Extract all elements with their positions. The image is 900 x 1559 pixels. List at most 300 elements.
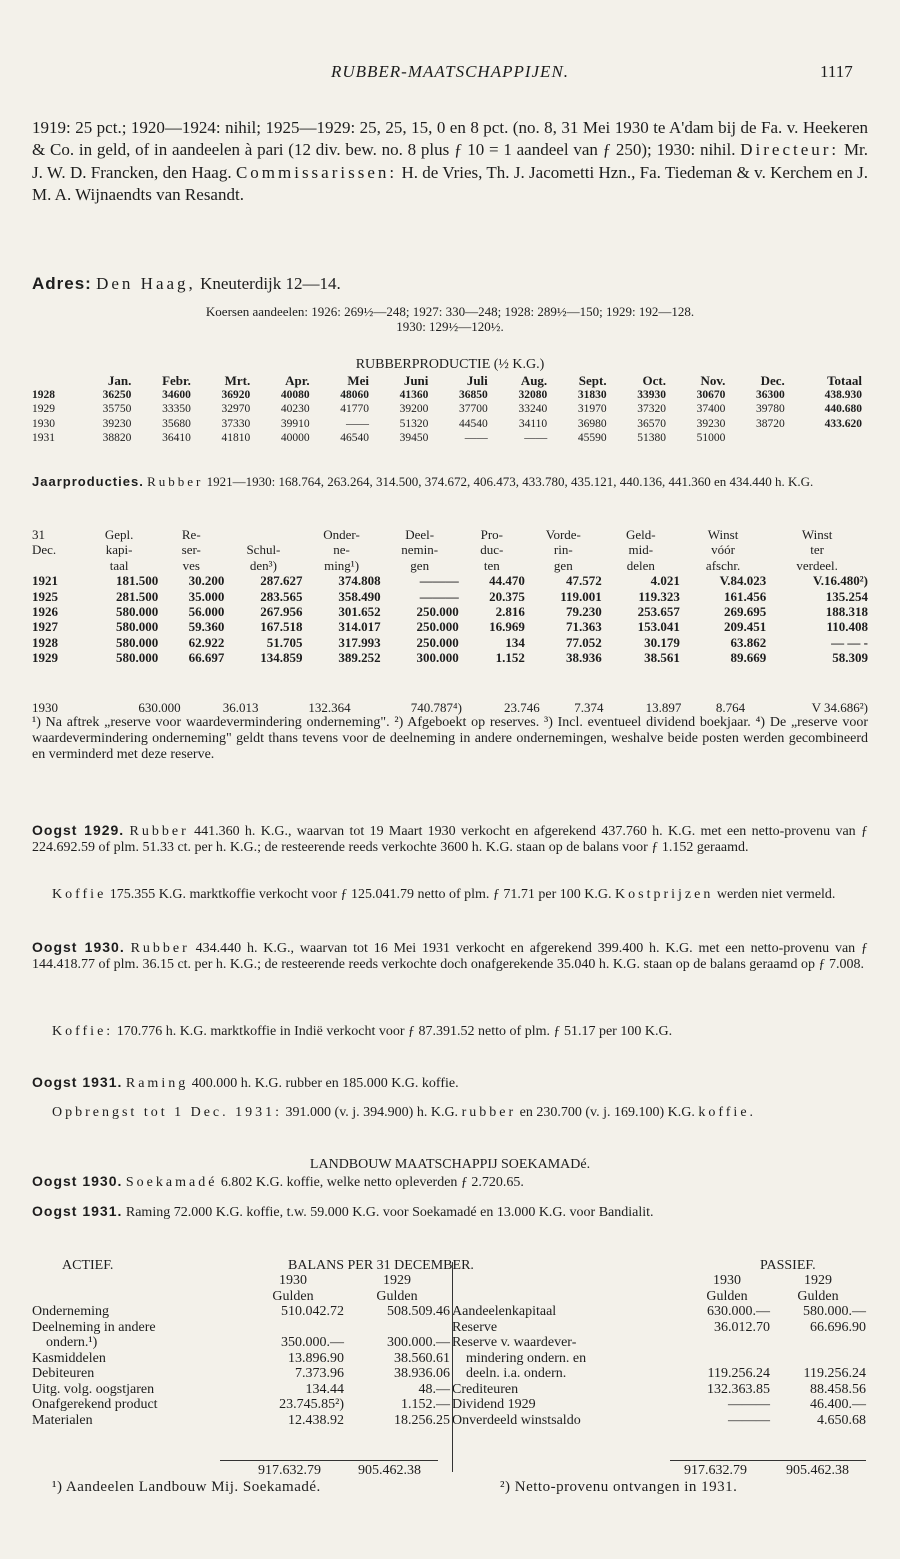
header-cell: taal: [109, 557, 129, 573]
table-row: [32, 1413, 450, 1429]
month-header-cell: Oct.: [642, 373, 666, 388]
value-cell: 47.572: [565, 573, 602, 589]
value-cell: 134.859: [260, 650, 303, 666]
value-1930: 350.000.—: [281, 1335, 344, 1350]
value-cell: 1927: [32, 619, 58, 635]
liabilities-table: [452, 1273, 866, 1428]
value-cell: 37400: [696, 403, 726, 416]
value-cell: 36850: [459, 389, 488, 401]
header-cell: Re-: [181, 527, 201, 542]
liabilities-year-1929: 1929: [804, 1273, 832, 1288]
value-cell: ——: [464, 432, 488, 445]
value-cell: 110.408: [826, 619, 868, 635]
assets-title: ACTIEF.: [62, 1258, 114, 1273]
value-cell: 31830: [577, 389, 607, 401]
header-cell: rin-: [553, 542, 573, 558]
month-header-cell: Sept.: [578, 373, 607, 388]
financial-table-1930: [32, 700, 868, 715]
item-label: Onverdeeld winstsaldo: [452, 1412, 581, 1428]
value-cell: 440.680: [824, 403, 862, 416]
value-1930: 134.44: [305, 1381, 344, 1397]
value-cell: 35750: [102, 403, 132, 416]
value-1929: 66.696.90: [810, 1319, 866, 1335]
assets-total-1929: 905.462.38: [358, 1463, 421, 1478]
value-1930: 13.896.90: [288, 1350, 344, 1366]
item-label: Dividend 1929: [452, 1397, 536, 1412]
assets-total-1930: 917.632.79: [258, 1463, 321, 1478]
value-cell: 44540: [459, 417, 488, 430]
table-row: [32, 1382, 450, 1398]
value-cell: 32970: [221, 403, 251, 416]
month-header-cell: Nov.: [700, 373, 726, 388]
value-cell: 77.052: [565, 634, 602, 650]
soekamade-title: LANDBOUW MAATSCHAPPIJ SOEKAMADé.: [309, 1157, 591, 1172]
value-cell: 30.200: [188, 573, 225, 589]
header-cell: afschr.: [705, 557, 741, 573]
assets-year-1929: 1929: [383, 1273, 411, 1288]
table-row: [452, 1382, 866, 1398]
item-label: mindering ondern. en: [466, 1350, 587, 1366]
value-1930: [684, 1351, 770, 1367]
value-cell: 35680: [162, 417, 191, 430]
value-cell: 389.252: [338, 650, 381, 666]
value-cell: 33350: [162, 403, 191, 416]
month-header-cell: Apr.: [285, 373, 310, 388]
value-1929: [770, 1335, 866, 1351]
header-cell: Deel-: [405, 527, 435, 542]
value-cell: 281.500: [115, 588, 159, 604]
header-row: [32, 542, 868, 557]
value-cell: 134: [505, 634, 525, 650]
soekamade-harvest-1931: Oogst 1931. Raming 72.000 K.G. koffie, t.w. 59.000 K.G. voor Soekamadé en 13.000 K.G. voor Bandialit.: [32, 1203, 654, 1220]
year-cell: 1930: [32, 417, 55, 430]
value-cell: 63.862: [730, 634, 767, 650]
item-label: Debiteuren: [32, 1366, 95, 1381]
month-header-cell: Febr.: [162, 373, 191, 388]
table-row: [32, 1351, 450, 1367]
value-1930: [242, 1320, 344, 1336]
table-row: [452, 1366, 866, 1382]
header-cell: nemin-: [401, 542, 439, 558]
page-number: 1117: [820, 62, 853, 81]
value-cell: 51000: [696, 432, 726, 445]
value-cell: 59.360: [188, 619, 225, 635]
value-1929: 18.256.25: [394, 1412, 450, 1428]
value-cell: 51.705: [266, 634, 303, 650]
value-1929: 48.—: [418, 1381, 450, 1397]
value-cell: 250.000: [416, 634, 459, 650]
value-cell: [725, 431, 784, 445]
value-cell: 79.230: [565, 604, 602, 620]
value-cell: 41810: [221, 432, 251, 445]
value-cell: 58.309: [832, 650, 868, 666]
month-header-cell: Dec.: [760, 373, 785, 388]
value-cell: 740.787⁴): [410, 700, 462, 715]
value-cell: 40080: [280, 389, 310, 401]
value-cell: 287.627: [260, 573, 303, 589]
value-cell: 39910: [280, 417, 310, 430]
value-1930: 23.745.85²): [279, 1397, 344, 1412]
value-cell: 1926: [32, 604, 58, 620]
value-cell: 23.746: [504, 700, 540, 715]
value-cell: 33240: [518, 403, 548, 416]
header-cell: delen: [626, 557, 655, 573]
item-label: ondern.¹): [46, 1335, 98, 1350]
value-1929: 1.152.—: [401, 1397, 450, 1412]
value-cell: 358.490: [338, 588, 381, 604]
liabilities-total-rule: [670, 1460, 866, 1461]
header-cell: kapi-: [105, 542, 133, 558]
value-1930: 12.438.92: [288, 1412, 344, 1428]
value-1929: [344, 1320, 450, 1336]
unit-label: Gulden: [376, 1288, 418, 1304]
value-cell: 374.808: [338, 573, 381, 589]
value-cell: 38720: [756, 417, 785, 430]
value-cell: 580.000: [115, 634, 159, 650]
value-cell: 32080: [518, 389, 548, 401]
value-cell: ———: [419, 573, 459, 589]
table-row: [32, 573, 868, 588]
value-cell: 39450: [399, 432, 429, 445]
year-header-cell: [32, 373, 72, 388]
value-cell: 2.816: [495, 604, 525, 620]
value-cell: 37700: [459, 403, 488, 416]
value-1930: 510.042.72: [281, 1304, 344, 1319]
value-cell: 20.375: [489, 588, 525, 604]
value-cell: 45590: [577, 432, 607, 445]
share-prices: Koersen aandeelen: 1926: 269½—248; 1927: 330—248; 1928: 289½—150; 1929: 192—128. 1930: 129½—120½.: [205, 304, 695, 334]
table-row: [32, 1304, 450, 1320]
dividend-paragraph: 1919: 25 pct.; 1920—1924: nihil; 1925—1929: 25, 25, 15, 0 en 8 pct. (no. 8, 31 Mei 1930 te A'dam bij de Fa. v. Heekeren & Co. in geld, of in aandeelen à pari (12 div. bew. no. 8 plus ƒ 10 = 1 aandeel van ƒ 250); 1930: nihil. Directeur: Mr. J. W. D. Francken, den Haag. Commissarissen: H. de Vries, Th. J. Jacometti Hzn., Fa. Tiedeman & v. Kerchem en J. M. A. Wijnaendts van Resandt.: [32, 118, 869, 205]
table-row: [452, 1335, 866, 1351]
value-cell: 580.000: [115, 619, 159, 635]
item-label: Crediteuren: [452, 1381, 519, 1397]
table-row: [32, 700, 868, 715]
value-cell: — — -: [831, 634, 868, 650]
table-row: [452, 1397, 866, 1413]
liabilities-year-1930: 1930: [713, 1273, 741, 1288]
value-1929: 38.560.61: [394, 1350, 450, 1366]
header-row: [32, 558, 868, 573]
value-cell: 153.041: [637, 619, 680, 635]
month-header-cell: Aug.: [520, 373, 548, 388]
unit-label: Gulden: [706, 1288, 748, 1304]
value-cell: 119.323: [638, 588, 680, 604]
value-1930: ———: [728, 1412, 770, 1428]
table-row: [452, 1413, 866, 1429]
month-header-cell: Totaal: [827, 373, 862, 388]
value-cell: 71.363: [565, 619, 602, 635]
table-row: [32, 1320, 450, 1336]
liabilities-rows: [452, 1304, 866, 1428]
table-row: [32, 650, 868, 665]
value-cell: 1925: [32, 588, 58, 604]
value-cell: 36920: [221, 389, 251, 401]
value-cell: 580.000: [115, 650, 159, 666]
value-cell: 250.000: [416, 604, 459, 620]
header-cell: Vorde-: [545, 527, 581, 542]
item-label: Reserve v. waardever-: [452, 1335, 577, 1350]
header-cell: [32, 558, 80, 573]
value-cell: ———: [419, 588, 459, 604]
header-cell: ser-: [181, 542, 201, 558]
value-1930: [684, 1335, 770, 1351]
value-cell: 630.000: [138, 700, 181, 715]
table-row: [32, 1397, 450, 1413]
value-cell: 44.470: [489, 573, 525, 589]
liabilities-total-1930: 917.632.79: [684, 1463, 747, 1478]
value-cell: 37330: [221, 417, 251, 430]
month-header-cell: Jan.: [107, 373, 132, 388]
balance-divider: [452, 1262, 453, 1472]
value-cell: ——: [346, 417, 370, 430]
header-cell: den³): [249, 557, 277, 573]
header-cell: mid-: [628, 542, 654, 558]
harvest-1930-coffee: Koffie: 170.776 h. K.G. marktkoffie in Indië verkocht voor ƒ 87.391.52 netto of plm. ƒ 51.17 per 100 K.G.: [52, 1024, 673, 1039]
month-header-cell: Juli: [466, 373, 488, 388]
value-cell: 317.993: [338, 634, 381, 650]
table-row: [32, 431, 862, 445]
value-cell: 13.897: [645, 700, 682, 715]
header-row: [32, 527, 868, 542]
item-label: Uitg. volg. oogstjaren: [32, 1381, 155, 1397]
table-row: [32, 635, 868, 650]
value-cell: 38.936: [565, 650, 602, 666]
item-label: deeln. i.a. ondern.: [466, 1366, 567, 1381]
value-cell: 39780: [756, 403, 785, 416]
value-cell: 36570: [637, 417, 666, 430]
item-label: Onafgerekend product: [32, 1397, 158, 1412]
unit-label: Gulden: [797, 1288, 839, 1304]
header-cell: ter: [810, 542, 824, 558]
value-cell: 314.017: [338, 619, 381, 635]
item-label: Materialen: [32, 1412, 93, 1428]
table-row: [452, 1304, 866, 1320]
harvest-1929: Oogst 1929. Rubber 441.360 h. K.G., waarvan tot 19 Maart 1930 verkocht en afgerekend 437.760 h. K.G. met een netto-provenu van ƒ 224.692.59 of plm. 51.33 ct. per h. K.G.; de resteerende reeds verkochte 3600 h. K.G. staan op de balans voor ƒ 1.152 geraamd.: [32, 822, 869, 855]
rubber-table-body: [32, 388, 862, 446]
value-cell: 36410: [162, 432, 191, 445]
value-cell: 39230: [102, 417, 132, 430]
value-cell: 56.000: [188, 604, 225, 620]
item-label: Reserve: [452, 1319, 498, 1335]
header-cell: 31: [32, 527, 45, 542]
value-1930: ———: [728, 1397, 770, 1412]
table-row: [452, 1351, 866, 1367]
header-cell: Gepl.: [104, 527, 134, 542]
year-cell: 1929: [32, 403, 55, 416]
header-cell: vóór: [711, 542, 735, 558]
value-cell: 132.364: [308, 700, 351, 715]
rubber-table-header: [32, 373, 862, 388]
unit-label: Gulden: [272, 1288, 314, 1304]
balance-footnote-1: ¹) Aandeelen Landbouw Mij. Soekamadé.: [52, 1479, 321, 1495]
rubber-production-title: RUBBERPRODUCTIE (½ K.G.): [355, 357, 545, 372]
header-cell: Winst: [707, 527, 739, 542]
value-cell: 1928: [32, 634, 58, 650]
value-cell: 1.152: [495, 650, 525, 666]
header-cell: verdeel.: [796, 557, 838, 573]
value-cell: 7.374: [574, 700, 604, 715]
value-cell: 36300: [756, 389, 785, 401]
value-1930: 132.363.85: [707, 1381, 770, 1397]
value-cell: 209.451: [724, 619, 767, 635]
value-cell: 181.500: [115, 573, 159, 589]
value-cell: 433.620: [824, 417, 862, 430]
table-row: [32, 589, 868, 604]
header-cell: gen: [553, 557, 573, 573]
financial-table-header: [32, 527, 868, 573]
value-1929: 88.458.56: [810, 1381, 866, 1397]
value-cell: 66.697: [188, 650, 225, 666]
value-cell: 283.565: [260, 588, 303, 604]
financial-table-body: [32, 573, 868, 665]
value-cell: 1921: [32, 573, 58, 589]
value-cell: 1930: [32, 700, 58, 715]
table-row: [32, 619, 868, 634]
value-cell: 161.456: [724, 588, 767, 604]
value-cell: 39200: [399, 403, 429, 416]
value-cell: 36.013: [222, 700, 259, 715]
value-1929: 508.509.46: [387, 1304, 450, 1319]
header-cell: gen: [410, 557, 430, 573]
liabilities-title: PASSIEF.: [760, 1258, 816, 1273]
value-cell: V.16.480²): [813, 573, 868, 589]
value-1929: 300.000.—: [387, 1335, 450, 1350]
header-cell: Schul-: [246, 542, 281, 558]
value-cell: 62.922: [188, 634, 225, 650]
soekamade-harvest-1930: Oogst 1930. Soekamadé 6.802 K.G. koffie, welke netto opleverden ƒ 2.720.65.: [32, 1173, 524, 1190]
value-cell: 31970: [577, 403, 607, 416]
value-1929: 4.650.68: [817, 1412, 866, 1428]
value-cell: 250.000: [416, 619, 459, 635]
assets-year-1930: 1930: [279, 1273, 307, 1288]
value-cell: 188.318: [825, 604, 868, 620]
header-cell: Pro-: [480, 527, 504, 542]
month-header-cell: Juni: [403, 373, 429, 388]
table-row: [32, 388, 862, 402]
value-1929: [770, 1351, 866, 1367]
item-label: Kasmiddelen: [32, 1350, 106, 1366]
value-cell: 40000: [280, 432, 310, 445]
value-cell: 580.000: [115, 604, 159, 620]
value-cell: 38.561: [644, 650, 680, 666]
liabilities-total-1929: 905.462.38: [786, 1463, 849, 1478]
harvest-1929-coffee: Koffie 175.355 K.G. marktkoffie verkocht voor ƒ 125.041.79 netto of plm. ƒ 71.71 per 100 K.G. Kostprijzen werden niet vermeld.: [52, 887, 836, 902]
header-cell: ten: [483, 557, 500, 573]
value-cell: 301.652: [338, 604, 381, 620]
value-1930: 630.000.—: [707, 1304, 770, 1319]
value-cell: 51380: [637, 432, 666, 445]
value-cell: 267.956: [260, 604, 303, 620]
value-cell: 89.669: [730, 650, 767, 666]
value-cell: [785, 431, 862, 445]
harvest-1930: Oogst 1930. Rubber 434.440 h. K.G., waarvan tot 16 Mei 1931 verkocht en afgerekend 399.400 h. K.G. met een netto-provenu van ƒ 144.418.77 of plm. 36.15 ct. per h. K.G.; de resteerende reeds verkochte doch onafgerekende 35.040 h. K.G. staan op de balans geraamd op ƒ 7.008.: [32, 939, 868, 972]
year-cell: 1928: [32, 389, 55, 401]
assets-table: [32, 1273, 450, 1428]
header-cell: Onder-: [323, 527, 360, 542]
value-cell: 1929: [32, 650, 58, 666]
value-cell: ——: [524, 432, 548, 445]
value-cell: 30.179: [644, 634, 680, 650]
balance-footnote-2: ²) Netto-provenu ontvangen in 1931.: [500, 1479, 738, 1495]
value-cell: 119.001: [560, 588, 602, 604]
value-1930: 119.256.24: [707, 1366, 770, 1381]
value-cell: 8.764: [715, 700, 746, 715]
value-cell: 300.000: [416, 650, 459, 666]
value-cell: 38820: [102, 432, 132, 445]
month-header-cell: Mei: [347, 373, 370, 388]
value-cell: 253.657: [637, 604, 680, 620]
balance-title: BALANS PER 31 DECEMBER.: [288, 1258, 474, 1273]
item-label: Onderneming: [32, 1304, 109, 1319]
value-cell: 16.969: [489, 619, 525, 635]
value-cell: 40230: [280, 403, 310, 416]
value-cell: 41360: [399, 389, 429, 401]
table-row: [32, 402, 862, 416]
assets-total-rule: [220, 1460, 438, 1461]
year-cell: 1931: [32, 432, 55, 445]
value-cell: V.84.023: [719, 573, 767, 589]
value-cell: 4.021: [650, 573, 680, 589]
assets-rows: [32, 1304, 450, 1428]
value-cell: 135.254: [825, 588, 868, 604]
table-row: [32, 604, 868, 619]
value-cell: 36980: [577, 417, 607, 430]
running-header: RUBBER-MAATSCHAPPIJEN.: [330, 62, 570, 81]
value-cell: 37320: [637, 403, 666, 416]
value-cell: 167.518: [260, 619, 303, 635]
value-cell: 41770: [340, 403, 370, 416]
value-cell: 34110: [518, 417, 548, 430]
value-cell: 438.930: [824, 389, 862, 401]
value-cell: 35.000: [188, 588, 225, 604]
rubber-production-table: [32, 373, 862, 446]
value-cell: 39230: [696, 417, 726, 430]
yield-1931: Opbrengst tot 1 Dec. 1931: 391.000 (v. j. 394.900) h. K.G. rubber en 230.700 (v. j. 169.100) K.G. koffie.: [52, 1105, 757, 1120]
value-cell: 34600: [162, 389, 191, 401]
header-cell: Geld-: [626, 527, 656, 542]
value-cell: 269.695: [724, 604, 767, 620]
value-cell: 51320: [399, 417, 429, 430]
table-row: [32, 1366, 450, 1382]
address-line: Adres: Den Haag, Kneuterdijk 12—14.: [32, 274, 341, 293]
table-row: [32, 417, 862, 431]
header-cell: ming¹): [324, 557, 360, 573]
value-1929: 580.000.—: [803, 1304, 866, 1319]
item-label: Aandeelenkapitaal: [452, 1304, 557, 1319]
value-1929: 38.936.06: [394, 1366, 450, 1381]
value-1930: 7.373.96: [295, 1366, 344, 1381]
header-cell: ves: [182, 557, 200, 573]
header-cell: Winst: [801, 527, 833, 542]
month-header-cell: Mrt.: [224, 373, 251, 388]
value-cell: 30670: [696, 389, 726, 401]
value-cell: 46540: [340, 432, 370, 445]
header-cell: duc-: [480, 542, 504, 558]
harvest-1931: Oogst 1931. Raming 400.000 h. K.G. rubber en 185.000 K.G. koffie.: [32, 1074, 459, 1091]
value-cell: 33930: [637, 389, 666, 401]
header-cell: ne-: [333, 542, 350, 558]
header-cell: [224, 527, 302, 542]
value-cell: V 34.686²): [811, 700, 868, 715]
footnotes: ¹) Na aftrek „reserve voor waardevermindering onderneming". ²) Afgeboekt op reserves. ³) Incl. eventueel dividend boekjaar. ⁴) De „reserve voor waardevermindering onderneming" geldt thans tevens voor de deelneming in andere ondernemingen, weshalve beide posten werden gecombineerd en verminderd met deze reserve.: [32, 715, 868, 762]
value-1930: 36.012.70: [714, 1319, 770, 1335]
financial-table: [32, 527, 868, 666]
value-cell: 48060: [340, 389, 370, 401]
year-productions: Jaarproducties. Rubber 1921—1930: 168.764, 263.264, 314.500, 374.672, 406.473, 433.780, 435.121, 440.136, 441.360 en 434.440 h. K.G.: [32, 474, 814, 489]
table-row: [452, 1320, 866, 1336]
value-1929: 119.256.24: [803, 1366, 866, 1381]
